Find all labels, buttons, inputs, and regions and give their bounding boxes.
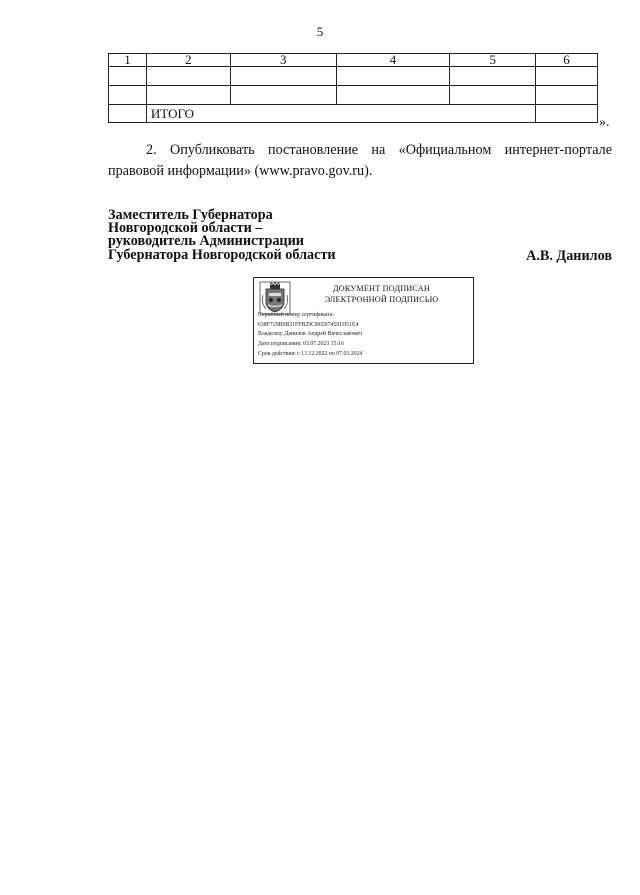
certificate-label: Серийный номер сертификата: — [258, 312, 335, 318]
novgorod-coat-of-arms-icon — [259, 281, 291, 315]
table-header-row — [109, 54, 598, 67]
table-header-cell: 1 — [109, 54, 147, 67]
certificate-serial: 638F729B0B31FFB29CB65974591D51E4 — [258, 321, 359, 328]
closing-quote: ». — [599, 115, 610, 130]
certificate-owner: Владелец: Данилов Андрей Вячеславович — [258, 331, 363, 338]
table-header-cell: 3 — [230, 54, 336, 67]
stamp-details — [258, 311, 470, 360]
signing-date: Дата подписания: 03.07.2023 15:16 — [258, 341, 344, 348]
publication-paragraph: 2. Опубликовать постановление на «Официальном интернет-портале правовой информации» (www.pravo.gov.ru). — [108, 142, 612, 179]
signer-line: Губернатора Новгородской области — [108, 246, 336, 263]
validity-period: Срок действия: с 13.12.2022 по 07.03.2024 — [258, 350, 363, 357]
table-header-cell: 2 — [146, 54, 230, 67]
page-number: 5 — [316, 24, 324, 39]
stamp-title: ДОКУМЕНТ ПОДПИСАН ЭЛЕКТРОННОЙ ПОДПИСЬЮ — [324, 284, 439, 304]
table-header-cell: 4 — [336, 54, 450, 67]
table-header-cell: 5 — [450, 54, 536, 67]
signer-line: Новгородской области – — [108, 220, 263, 237]
table-total-row — [109, 105, 598, 123]
total-label: ИТОГО — [146, 105, 230, 123]
signer-line: Заместитель Губернатора — [108, 207, 273, 223]
signer-line: руководитель Администрации — [108, 233, 304, 250]
table-row — [109, 67, 598, 86]
table-header-cell: 6 — [536, 54, 598, 67]
signer-position — [108, 209, 336, 262]
electronic-signature-stamp — [253, 277, 474, 364]
signer-name: А.В. Данилов — [526, 248, 612, 264]
data-table — [108, 53, 598, 123]
table-row — [109, 86, 598, 105]
